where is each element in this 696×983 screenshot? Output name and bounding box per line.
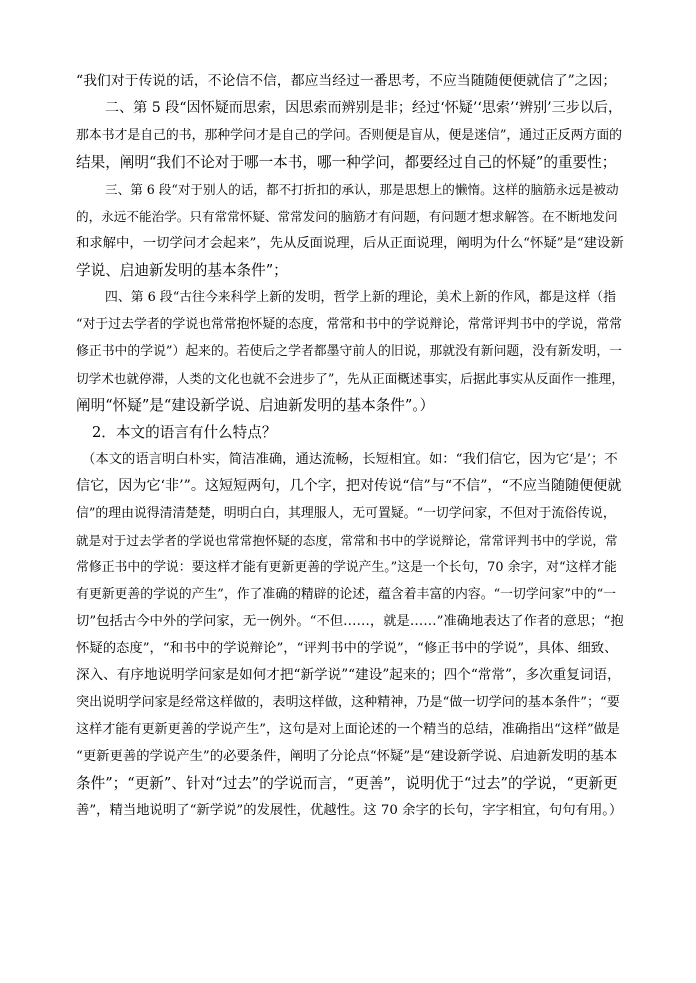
text-line: 这样才能有更新更善的学说产生”，这句是对上面论述的一个精当的总结，准确指出“这样”做是: [76, 722, 620, 737]
text-line: 善”，精当地说明了“新学说”的发展性，优越性。这 70 余字的长句，字字相宜，句句有用。）: [76, 803, 623, 818]
text-line: 有更新更善的学说的产生”，作了准确的精辟的论述，蕴含着丰富的内容。“一切学问家”中的“一: [76, 587, 617, 602]
text-line: 切学术也就停滞，人类的文化也就不会进步了”，先从正面概述事实，后据此事实从反面作一推理，: [76, 371, 624, 386]
text-line: 和求解中，一切学问才会起来”，先从反面说理，后从正面说理，阐明为什么“怀疑”是“建设新: [76, 236, 624, 251]
text-line: 阐明“怀疑”是“建设新学说、启迪新发明的基本条件”。）: [76, 397, 435, 414]
text-line: 结果，阐明“我们不论对于哪一本书，哪一种学问，都要经过自己的怀疑”的重要性；: [76, 154, 617, 171]
text-line: 三、第 6 段“对于别人的话，都不打折扣的承认，那是思想上的懒惰。这样的脑筋永远是被动: [105, 182, 619, 197]
text-line: 学说、启迪新发明的基本条件”；: [76, 262, 288, 279]
text-line: 切”包括古今中外的学问家，无一例外。“不但……，就是……”准确地表达了作者的意思；“抱: [76, 614, 624, 629]
text-line: “对于过去学者的学说也常常抱怀疑的态度，常常和书中的学说辩论，常常评判书中的学说，常常: [76, 317, 623, 332]
text-line: （本文的语言明白朴实，简洁准确，通达流畅，长短相宜。如：“我们信它，因为它‘是’；不: [82, 452, 618, 467]
text-line: 信”的理由说得清清楚楚，明明白白，其理服人，无可置疑。“一切学问家，不但对于流俗传说，: [76, 506, 616, 521]
question-heading: 2．本文的语言有什么特点？: [92, 424, 277, 441]
text-line: 二、第 5 段“因怀疑而思索，因思索而辨别是非；经过‘怀疑’‘思索’‘辨别’三步以后，: [105, 100, 623, 116]
text-line: 的，永远不能治学。只有常常怀疑、常常发问的脑筋才有问题，有问题才想求解答。在不断地发问: [76, 209, 618, 224]
text-line: 深入、有序地说明学问家是如何才把“新学说”“建设”起来的；四个“常常”，多次重复词语，: [76, 667, 621, 683]
text-line: 怀疑的态度”，“和书中的学说辩论”，“评判书中的学说”，“修正书中的学说”，具体、细致、: [76, 641, 618, 656]
text-line: 常修正书中的学说：要这样才能有更新更善的学说产生。”这是一个长句，70 余字，对“这样才能: [76, 560, 617, 575]
text-line: 那本书才是自己的书，那种学问才是自己的学问。否则便是盲从，便是迷信”，通过正反两方面的: [76, 128, 623, 143]
text-line: 突出说明学问家是经常这样做的，表明这样做，这种精神，乃是“做一切学问的基本条件”；“要: [76, 695, 620, 710]
text-line: 就是对于过去学者的学说也常常抱怀疑的态度，常常和书中的学说辩论，常常评判书中的学说，常: [76, 533, 618, 548]
text-line: 四、第 6 段“古往今来科学上新的发明，哲学上新的理论，美术上新的作风，都是这样（指: [105, 290, 616, 305]
text-line: 修正书中的学说”）起来的。若使后之学者都墨守前人的旧说，那就没有新问题，没有新发明，一: [76, 344, 623, 359]
text-line: 信它，因为它‘非’”。这短短两句，几个字，把对传说“信”与“不信”，“不应当随随便便就: [76, 478, 622, 494]
document-body: [76, 68, 624, 824]
text-line: “更新更善的学说产生”的必要条件，阐明了分论点“怀疑”是“建设新学说、启迪新发明的基本: [76, 749, 618, 764]
text-line: 条件”；“更新”、针对“过去”的学说而言，“更善”，说明优于“过去”的学说，“更新更: [76, 775, 618, 792]
text-line: “我们对于传说的话，不论信不信，都应当经过一番思考，不应当随随便便就信了”之因；: [76, 73, 617, 89]
